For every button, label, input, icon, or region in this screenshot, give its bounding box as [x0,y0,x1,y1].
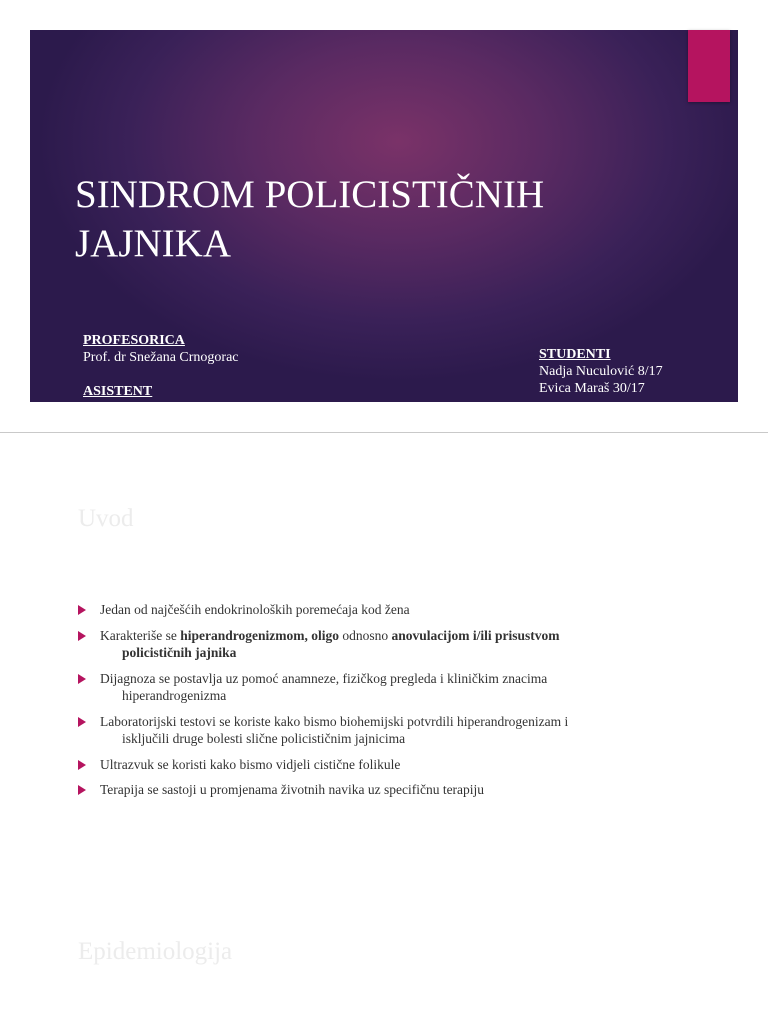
student-name-1: Nadja Nuculović 8/17 [539,364,663,379]
students-block [539,346,663,397]
slide-title-line-1: SINDROM POLICISTIČNIH [75,173,545,216]
epidemiology-title: Epidemiologija [78,938,233,965]
students-heading: STUDENTI [539,347,611,362]
bullet-text: Laboratorijski testovi se koriste kako bismo biohemijski potvrdili hiperandrogenizam i [100,713,569,729]
list-item [78,670,638,705]
professor-block [83,332,239,366]
bullet-text: Ultrazvuk se koristi kako bismo vidjeli cistične folikule [100,756,401,772]
bullet-bold-text: hiperandrogenizmom, oligo [180,627,339,643]
triangle-right-icon [78,605,86,615]
assistant-heading: ASISTENT [83,384,153,399]
bullet-text: Jedan od najčešćih endokrinoloških poremećaja kod žena [100,602,410,617]
list-item [78,627,638,662]
triangle-right-icon [78,631,86,641]
list-item [78,781,638,799]
bullet-text-part: Karakteriše se [100,627,181,643]
triangle-right-icon [78,674,86,684]
bullet-text-part: odnosno [338,627,392,643]
assistant-block [83,383,286,417]
bullet-text: Terapija se sastoji u promjenama životnih navika uz specifičnu terapiju [100,782,485,797]
bullet-text-continued: isključili druge bolesti slične policističnim jajnicima [122,731,406,746]
list-item [78,756,638,774]
student-name-2: Evica Maraš 30/17 [539,381,645,396]
bullet-text-continued: hiperandrogenizma [122,688,227,703]
intro-bullet-list [78,601,638,807]
slide-title [75,170,675,268]
list-item [78,713,638,748]
accent-tab [688,30,730,102]
bullet-bold-text: anovulacijom i/ili prisustvom [391,627,560,643]
title-slide [30,30,738,416]
intro-title: Uvod [78,505,134,532]
intro-slide [0,433,768,1024]
list-item [78,601,638,619]
triangle-right-icon [78,760,86,770]
professor-name: Prof. dr Snežana Crnogorac [83,350,239,365]
assistant-name: Prim. dr sc. med. Gordana Vukčević [83,401,287,416]
slide-title-line-2: JAJNIKA [75,222,231,265]
professor-heading: PROFESORICA [83,333,185,348]
triangle-right-icon [78,717,86,727]
bullet-bold-text: policističnih jajnika [122,645,237,660]
triangle-right-icon [78,785,86,795]
bullet-text: Dijagnoza se postavlja uz pomoć anamneze, fizičkog pregleda i kliničkim znacima [100,670,548,686]
